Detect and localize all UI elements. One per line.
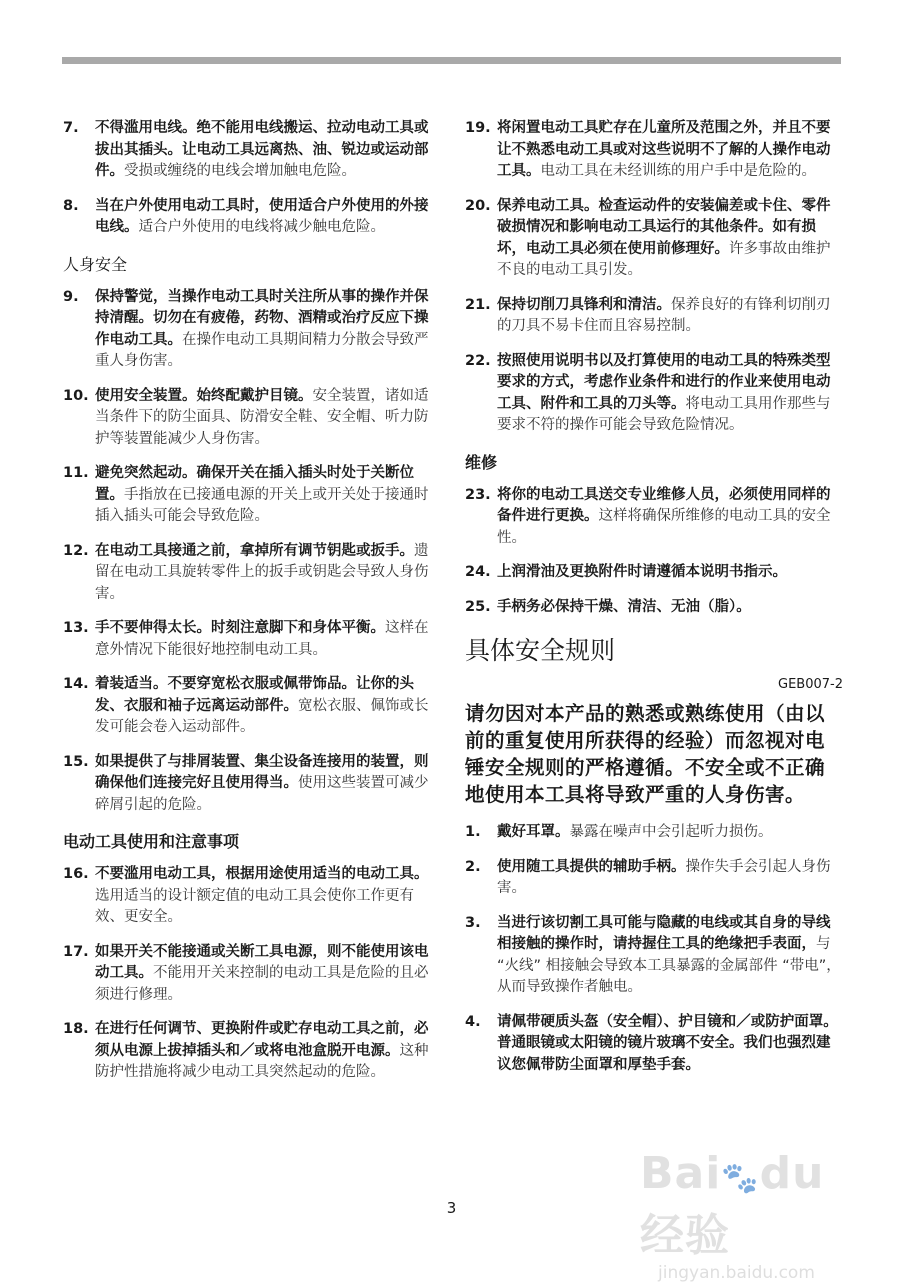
list-item	[63, 196, 438, 239]
list-tool-care	[465, 118, 843, 437]
list-repair	[465, 485, 843, 619]
list-item	[465, 1012, 843, 1077]
list-personal-safety	[63, 287, 438, 817]
item-normal-text: 这种防护性措施将减少电动工具突然起动的危险。	[95, 1042, 429, 1080]
item-number: 7.	[63, 120, 79, 136]
list-item	[63, 386, 438, 451]
item-bold-text: 使用随工具提供的辅助手柄。	[497, 858, 686, 875]
item-number: 15.	[63, 753, 89, 770]
item-bold-text: 上润滑油及更换附件时请遵循本说明书指示。	[497, 564, 787, 580]
list-item	[465, 857, 843, 900]
baidu-logo-watermark: Bai🐾du 经验	[640, 1148, 825, 1261]
item-normal-text: 与 “火线” 相接触会导致本工具暴露的金属部件 “带电”，从而导致操作者触电。	[497, 936, 841, 995]
header-rule	[62, 57, 841, 64]
item-normal-text: 安全装置，诸如适当条件下的防尘面具、防滑安全鞋、安全帽、听力防护等装置能减少人身伤害。	[95, 387, 429, 447]
item-number: 25.	[465, 598, 491, 615]
item-bold-text: 不要滥用电动工具，根据用途使用适当的电动工具。	[95, 866, 429, 882]
watermark-url: jingyan.baidu.com	[658, 1263, 815, 1283]
item-bold-text: 手不要伸得太长。时刻注意脚下和身体平衡。	[95, 620, 385, 636]
item-bold-text: 保持切削刀具锋利和清洁。	[497, 296, 671, 313]
item-text	[497, 295, 843, 338]
item-text	[497, 1012, 843, 1077]
page-number: 3	[446, 1199, 457, 1217]
item-number: 12.	[63, 542, 89, 559]
list-item	[465, 485, 843, 550]
item-text	[497, 351, 843, 437]
specific-safety-title: 具体安全规则	[465, 636, 616, 665]
list-item	[63, 618, 438, 661]
item-number: 2.	[465, 858, 481, 875]
item-text	[95, 541, 438, 606]
list-item	[63, 864, 438, 929]
item-text	[497, 597, 843, 619]
item-number: 16.	[63, 866, 89, 882]
item-number: 17.	[63, 943, 89, 960]
item-bold-text: 戴好耳罩。	[497, 824, 570, 840]
item-bold-text: 当在户外使用电动工具时，使用适合户外使用的外接电线。	[95, 197, 429, 235]
list-item	[465, 295, 843, 338]
item-text	[497, 118, 843, 183]
item-bold-text: 如果提供了与排屑装置、集尘设备连接用的装置，则确保他们连接完好且使用得当。	[95, 753, 429, 791]
item-text	[497, 913, 843, 999]
item-normal-text: 在操作电动工具期间精力分散会导致严重人身伤害。	[95, 331, 429, 369]
item-normal-text: 遗留在电动工具旋转零件上的扳手或钥匙会导致人身伤害。	[95, 542, 429, 602]
item-number: 3.	[465, 914, 481, 931]
list-item	[63, 1019, 438, 1084]
item-text	[95, 942, 438, 1007]
item-text	[95, 463, 438, 528]
item-text	[497, 196, 843, 282]
item-text	[497, 857, 843, 900]
item-number: 24.	[465, 564, 491, 580]
item-text	[497, 822, 843, 844]
list-item	[63, 541, 438, 606]
item-text	[95, 674, 438, 739]
list-item	[465, 822, 843, 844]
item-number: 22.	[465, 352, 491, 369]
item-bold-text: 使用安全装置。始终配戴护目镜。	[95, 387, 313, 404]
list-item	[63, 118, 438, 183]
item-bold-text: 着装适当。不要穿宽松衣服或佩带饰品。让你的头发、衣服和袖子远离运动部件。	[95, 676, 414, 714]
item-bold-text: 手柄务必保持干燥、清洁、无油（脂）。	[497, 598, 751, 615]
item-bold-text: 请佩带硬质头盔（安全帽）、护目镜和／或防护面罩。普通眼镜或太阳镜的镜片玻璃不安全。我们也强烈建议您佩带防尘面罩和厚垫手套。	[497, 1013, 838, 1073]
item-normal-text: 这样在意外情况下能很好地控制电动工具。	[95, 620, 429, 658]
list-item	[63, 463, 438, 528]
list-item	[465, 597, 843, 619]
item-number: 9.	[63, 288, 79, 305]
item-bold-text: 在电动工具接通之前，拿掉所有调节钥匙或扳手。	[95, 542, 414, 559]
item-text	[95, 118, 438, 183]
section-heading-personal-safety: 人身安全	[63, 254, 128, 274]
item-number: 13.	[63, 620, 89, 636]
item-normal-text: 手指放在已接通电源的开关上或开关处于接通时插入插头可能会导致危险。	[95, 486, 429, 524]
item-normal-text: 选用适当的设计额定值的电动工具会使你工作更有效、更安全。	[95, 887, 414, 925]
item-text	[95, 752, 438, 817]
item-bold-text: 不得滥用电线。绝不能用电线搬运、拉动电动工具或拔出其插头。让电动工具远离热、油、锐边或运动部件。	[95, 120, 429, 179]
item-normal-text: 暴露在噪声中会引起听力损伤。	[569, 824, 773, 840]
item-text	[95, 1019, 438, 1084]
item-number: 21.	[465, 296, 491, 313]
item-bold-text: 将闲置电动工具贮存在儿童所及范围之外，并且不要让不熟悉电动工具或对这些说明不了解的人操作电动工具。	[497, 120, 831, 179]
list-item	[465, 118, 843, 183]
item-normal-text: 适合户外使用的电线将减少触电危险。	[138, 219, 385, 235]
warning-paragraph: 请勿因对本产品的熟悉或熟练使用（由以前的重复使用所获得的经验）而忽视对电锤安全规则的严格遵循。不安全或不正确地使用本工具将导致严重的人身伤害。	[465, 702, 826, 806]
item-text	[497, 562, 843, 584]
list-specific-rules	[465, 822, 843, 1076]
section-heading-tool-use: 电动工具使用和注意事项	[63, 832, 240, 851]
item-text	[95, 196, 438, 239]
item-normal-text: 宽松衣服、佩饰或长发可能会卷入运动部件。	[95, 697, 429, 735]
item-bold-text: 保养电动工具。检查运动件的安装偏差或卡住、零件破损情况和影响电动工具运行的其他条件。如有损坏，电动工具必须在使用前修理好。	[497, 197, 831, 257]
item-normal-text: 电动工具在未经训练的用户手中是危险的。	[540, 163, 816, 179]
list-tool-use	[63, 864, 438, 1084]
left-column	[63, 118, 438, 1097]
right-column	[465, 118, 843, 1089]
item-bold-text: 保持警觉，当操作电动工具时关注所从事的操作并保持清醒。切勿在有疲倦，药物、酒精或治疗反应下操作电动工具。	[95, 288, 429, 348]
item-number: 10.	[63, 387, 89, 404]
item-normal-text: 受损或缠绕的电线会增加触电危险。	[124, 163, 356, 179]
list-item	[465, 562, 843, 584]
item-normal-text: 许多事故由维护不良的电动工具引发。	[497, 240, 831, 278]
item-bold-text: 避免突然起动。确保开关在插入插头时处于关断位置。	[95, 465, 414, 503]
item-bold-text: 在进行任何调节、更换附件或贮存电动工具之前，必须从电源上拔掉插头和／或将电池盒脱开电源。	[95, 1021, 429, 1059]
item-text	[95, 386, 438, 451]
item-text	[95, 287, 438, 373]
item-normal-text: 使用这些装置可减少碎屑引起的危险。	[95, 775, 429, 813]
list-item	[63, 674, 438, 739]
list-item	[63, 752, 438, 817]
item-text	[497, 485, 843, 550]
list-item	[63, 942, 438, 1007]
item-number: 23.	[465, 486, 491, 503]
document-code: GEB007-2	[778, 677, 843, 692]
item-number: 8.	[63, 197, 79, 214]
list-item	[465, 913, 843, 999]
watermark	[640, 1148, 860, 1283]
item-normal-text: 操作失手会引起人身伤害。	[497, 858, 831, 896]
item-number: 4.	[465, 1013, 481, 1030]
item-text	[95, 618, 438, 661]
item-bold-text: 如果开关不能接通或关断工具电源，则不能使用该电动工具。	[95, 943, 429, 981]
item-normal-text: 保养良好的有锋利切削刃的刀具不易卡住而且容易控制。	[497, 296, 831, 334]
item-normal-text: 这样将确保所维修的电动工具的安全性。	[497, 508, 831, 546]
item-bold-text: 按照使用说明书以及打算使用的电动工具的特殊类型要求的方式，考虑作业条件和进行的作业来使用电动工具、附件和工具的刀头等。	[497, 352, 831, 412]
item-number: 1.	[465, 824, 481, 840]
item-number: 14.	[63, 676, 89, 692]
list-item	[63, 287, 438, 373]
item-text	[95, 864, 438, 929]
item-number: 18.	[63, 1021, 89, 1037]
item-number: 20.	[465, 197, 491, 214]
item-bold-text: 将你的电动工具送交专业维修人员，必须使用同样的备件进行更换。	[497, 486, 831, 524]
item-bold-text: 当进行该切割工具可能与隐藏的电线或其自身的导线相接触的操作时，请持握住工具的绝缘把手表面，	[497, 914, 831, 952]
list-item	[465, 351, 843, 437]
section-heading-repair: 维修	[465, 452, 498, 472]
list-electrical	[63, 118, 438, 239]
item-number: 11.	[63, 465, 89, 481]
list-item	[465, 196, 843, 282]
item-normal-text: 不能用开关来控制的电动工具是危险的且必须进行修理。	[95, 965, 429, 1003]
item-number: 19.	[465, 120, 491, 136]
item-normal-text: 将电动工具用作那些与要求不符的操作可能会导致危险情况。	[497, 395, 831, 433]
